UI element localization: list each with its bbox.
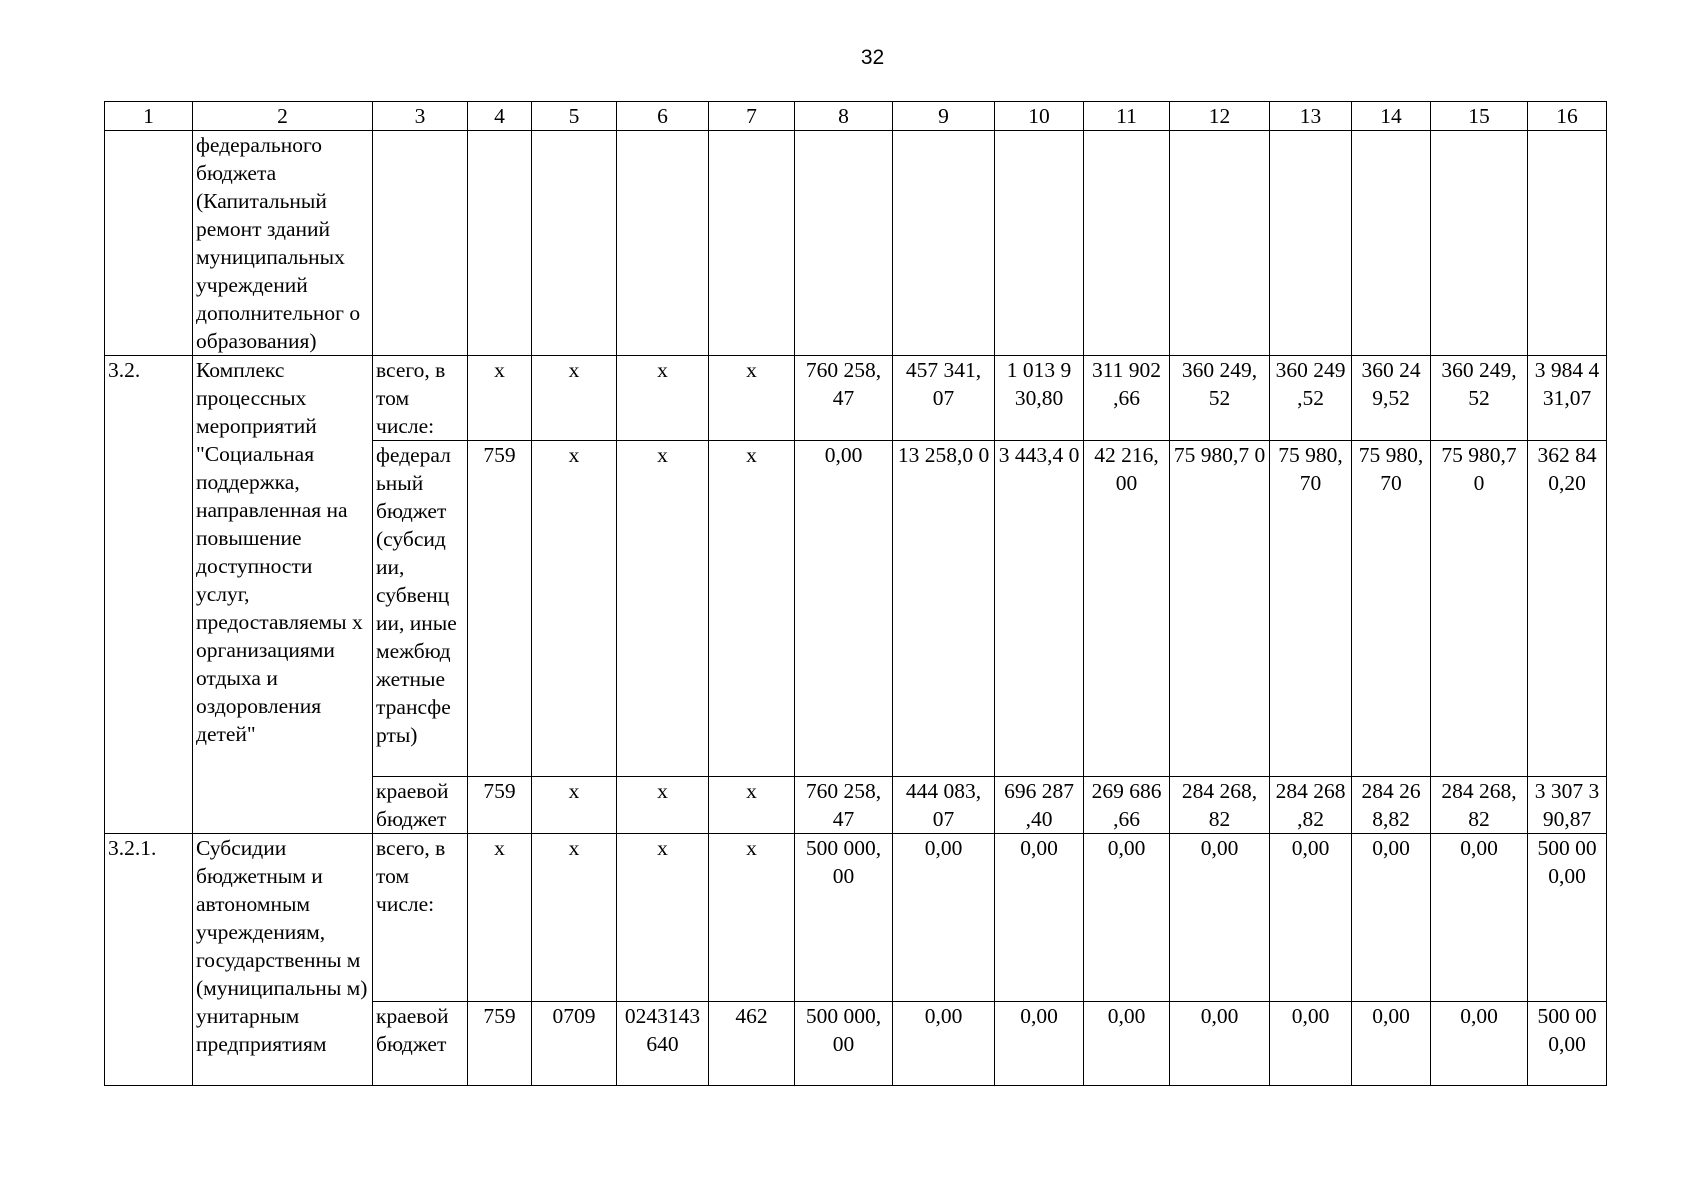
column-number-row bbox=[105, 102, 1607, 131]
cell: 462 bbox=[709, 1002, 795, 1086]
funding-source-cell: федерал ьный бюджет (субсид ии, субвенц ии, иные межбюд жетные трансфе рты) bbox=[373, 441, 468, 777]
col-header: 16 bbox=[1528, 102, 1607, 131]
amount-cell: 500 00 0,00 bbox=[1528, 1002, 1607, 1086]
cell: x bbox=[709, 356, 795, 441]
table-row bbox=[105, 356, 1607, 441]
col-header: 14 bbox=[1352, 102, 1431, 131]
amount-cell: 3 307 3 90,87 bbox=[1528, 777, 1607, 834]
cell bbox=[995, 131, 1084, 356]
cell: x bbox=[709, 441, 795, 777]
cell: 759 bbox=[468, 441, 532, 777]
amount-cell: 0,00 bbox=[1352, 1002, 1431, 1086]
amount-cell: 1 013 9 30,80 bbox=[995, 356, 1084, 441]
cell bbox=[795, 131, 893, 356]
amount-cell: 311 902 ,66 bbox=[1084, 356, 1170, 441]
amount-cell: 0,00 bbox=[1431, 1002, 1528, 1086]
amount-cell: 760 258, 47 bbox=[795, 777, 893, 834]
amount-cell: 0,00 bbox=[1170, 1002, 1270, 1086]
col-header: 1 bbox=[105, 102, 193, 131]
amount-cell: 0,00 bbox=[1084, 834, 1170, 1002]
amount-cell: 0,00 bbox=[1084, 1002, 1170, 1086]
col-header: 15 bbox=[1431, 102, 1528, 131]
col-header: 8 bbox=[795, 102, 893, 131]
amount-cell: 3 443,4 0 bbox=[995, 441, 1084, 777]
amount-cell: 269 686 ,66 bbox=[1084, 777, 1170, 834]
cell: 759 bbox=[468, 777, 532, 834]
cell: x bbox=[468, 834, 532, 1002]
amount-cell: 42 216, 00 bbox=[1084, 441, 1170, 777]
col-header: 5 bbox=[532, 102, 617, 131]
amount-cell: 284 268, 82 bbox=[1170, 777, 1270, 834]
amount-cell: 500 000, 00 bbox=[795, 834, 893, 1002]
item-name-cell: федерального бюджета (Капитальный ремонт зданий муниципальных учреждений дополнительног о образования) bbox=[193, 131, 373, 356]
amount-cell: 0,00 bbox=[1352, 834, 1431, 1002]
cell bbox=[1084, 131, 1170, 356]
amount-cell: 360 249, 52 bbox=[1170, 356, 1270, 441]
funding-source-cell: краевой бюджет bbox=[373, 777, 468, 834]
funding-source-cell: краевой бюджет bbox=[373, 1002, 468, 1086]
cell: x bbox=[468, 356, 532, 441]
amount-cell: 284 268, 82 bbox=[1431, 777, 1528, 834]
funding-source-cell: всего, в том числе: bbox=[373, 356, 468, 441]
cell: x bbox=[532, 356, 617, 441]
cell: 759 bbox=[468, 1002, 532, 1086]
cell: x bbox=[617, 356, 709, 441]
amount-cell: 0,00 bbox=[1170, 834, 1270, 1002]
amount-cell: 75 980,7 0 bbox=[1431, 441, 1528, 777]
amount-cell: 0,00 bbox=[995, 834, 1084, 1002]
row-number-cell: 3.2.1. bbox=[105, 834, 193, 1086]
amount-cell: 0,00 bbox=[995, 1002, 1084, 1086]
col-header: 9 bbox=[893, 102, 995, 131]
cell bbox=[1170, 131, 1270, 356]
table-row bbox=[105, 834, 1607, 1002]
amount-cell: 75 980,7 0 bbox=[1170, 441, 1270, 777]
amount-cell: 75 980, 70 bbox=[1352, 441, 1431, 777]
col-header: 13 bbox=[1270, 102, 1352, 131]
amount-cell: 0,00 bbox=[1270, 1002, 1352, 1086]
cell: x bbox=[617, 441, 709, 777]
cell bbox=[1352, 131, 1431, 356]
item-name-cell: Комплекс процессных мероприятий "Социальная поддержка, направленная на повышение доступности услуг, предоставляемы х организациями отдыха и оздоровления детей" bbox=[193, 356, 373, 834]
budget-table bbox=[104, 101, 1607, 1086]
cell bbox=[1431, 131, 1528, 356]
cell bbox=[709, 131, 795, 356]
cell: x bbox=[617, 834, 709, 1002]
amount-cell: 360 249, 52 bbox=[1431, 356, 1528, 441]
cell bbox=[893, 131, 995, 356]
amount-cell: 362 84 0,20 bbox=[1528, 441, 1607, 777]
amount-cell: 0,00 bbox=[893, 1002, 995, 1086]
amount-cell: 284 268 ,82 bbox=[1270, 777, 1352, 834]
cell: 0709 bbox=[532, 1002, 617, 1086]
cell bbox=[1270, 131, 1352, 356]
row-number-cell: 3.2. bbox=[105, 356, 193, 834]
item-name-cell: Субсидии бюджетным и автономным учреждениям, государственны м (муниципальны м) унитарным предприятиям bbox=[193, 834, 373, 1086]
col-header: 10 bbox=[995, 102, 1084, 131]
table-row bbox=[105, 131, 1607, 356]
col-header: 11 bbox=[1084, 102, 1170, 131]
col-header: 7 bbox=[709, 102, 795, 131]
cell: x bbox=[617, 777, 709, 834]
amount-cell: 696 287 ,40 bbox=[995, 777, 1084, 834]
cell: x bbox=[532, 441, 617, 777]
cell: x bbox=[532, 834, 617, 1002]
amount-cell: 75 980, 70 bbox=[1270, 441, 1352, 777]
cell: x bbox=[709, 777, 795, 834]
amount-cell: 0,00 bbox=[1431, 834, 1528, 1002]
amount-cell: 0,00 bbox=[795, 441, 893, 777]
amount-cell: 360 249 ,52 bbox=[1270, 356, 1352, 441]
amount-cell: 360 24 9,52 bbox=[1352, 356, 1431, 441]
col-header: 6 bbox=[617, 102, 709, 131]
amount-cell: 0,00 bbox=[1270, 834, 1352, 1002]
amount-cell: 500 000, 00 bbox=[795, 1002, 893, 1086]
col-header: 2 bbox=[193, 102, 373, 131]
cell: 0243143 640 bbox=[617, 1002, 709, 1086]
cell: x bbox=[709, 834, 795, 1002]
amount-cell: 0,00 bbox=[893, 834, 995, 1002]
cell bbox=[617, 131, 709, 356]
amount-cell: 284 26 8,82 bbox=[1352, 777, 1431, 834]
col-header: 3 bbox=[373, 102, 468, 131]
row-number-cell bbox=[105, 131, 193, 356]
col-header: 4 bbox=[468, 102, 532, 131]
page-number: 32 bbox=[860, 46, 885, 69]
amount-cell: 457 341, 07 bbox=[893, 356, 995, 441]
amount-cell: 3 984 4 31,07 bbox=[1528, 356, 1607, 441]
amount-cell: 500 00 0,00 bbox=[1528, 834, 1607, 1002]
funding-source-cell: всего, в том числе: bbox=[373, 834, 468, 1002]
cell bbox=[532, 131, 617, 356]
cell bbox=[468, 131, 532, 356]
amount-cell: 13 258,0 0 bbox=[893, 441, 995, 777]
cell: x bbox=[532, 777, 617, 834]
amount-cell: 444 083, 07 bbox=[893, 777, 995, 834]
col-header: 12 bbox=[1170, 102, 1270, 131]
cell bbox=[1528, 131, 1607, 356]
cell bbox=[373, 131, 468, 356]
amount-cell: 760 258, 47 bbox=[795, 356, 893, 441]
